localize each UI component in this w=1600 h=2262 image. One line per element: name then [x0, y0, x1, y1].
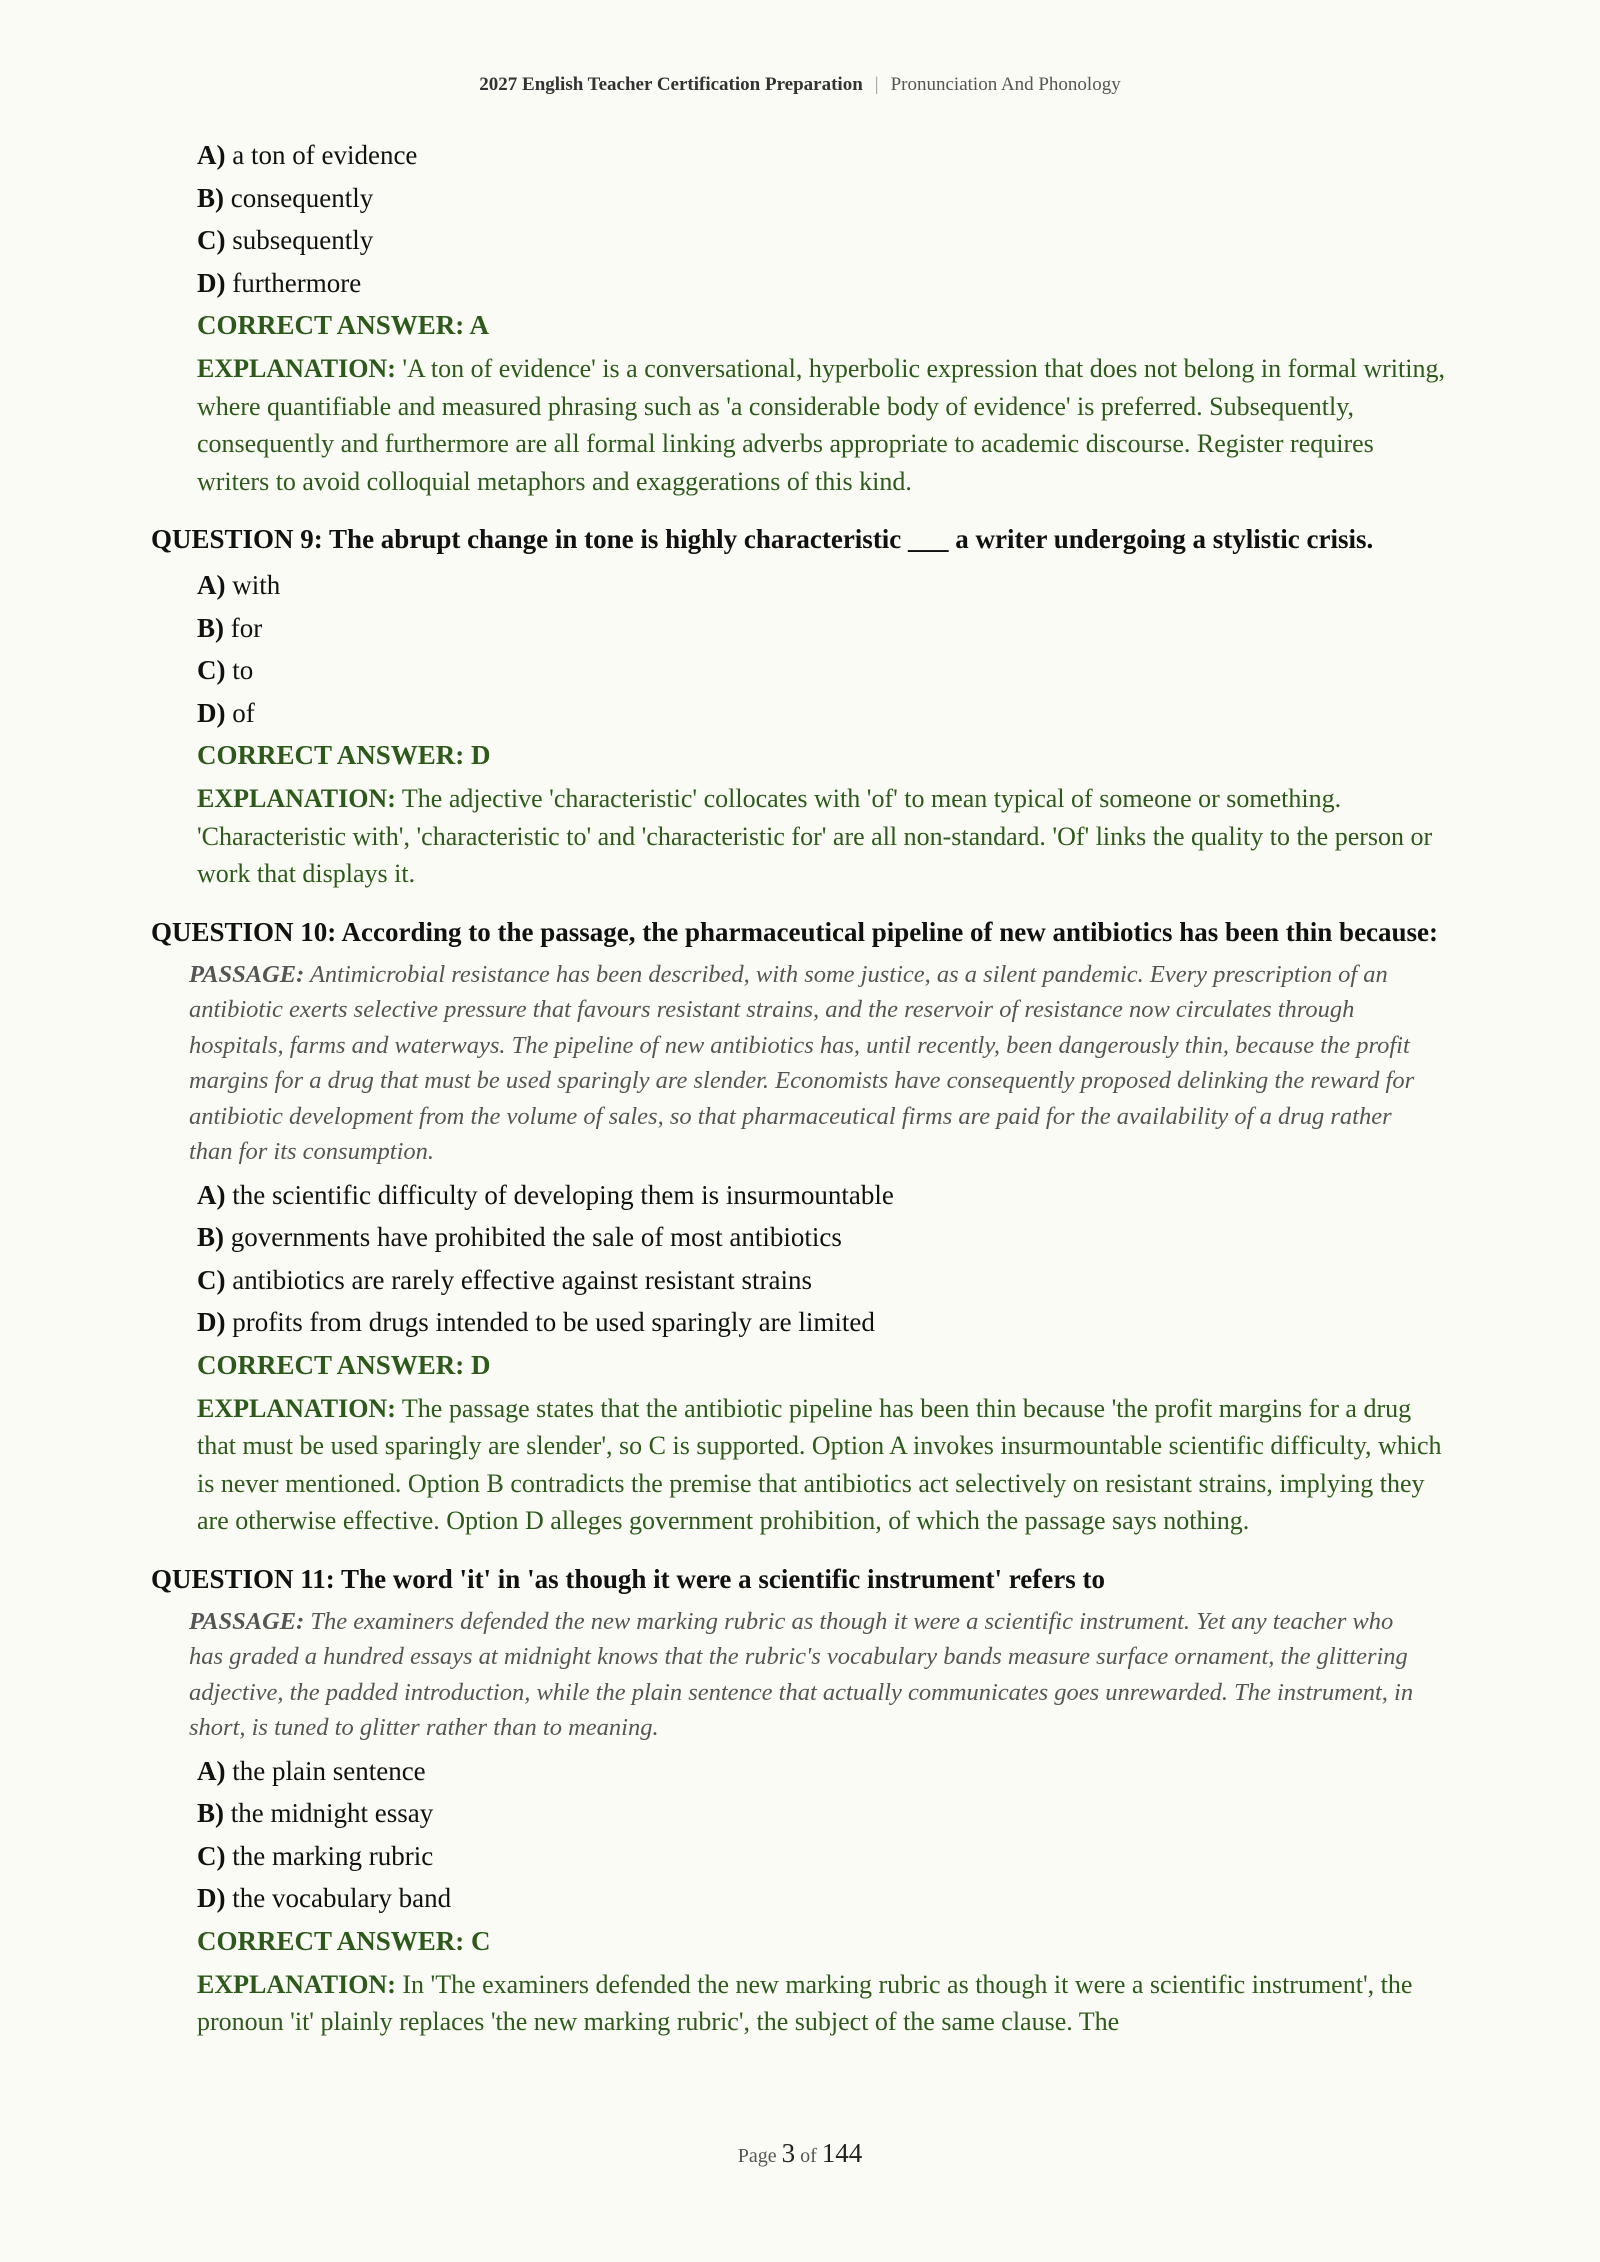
option-letter: A) [197, 570, 226, 600]
option-text: profits from drugs intended to be used sparingly are limited [232, 1307, 875, 1337]
of-label: of [800, 2145, 817, 2167]
explanation-label: EXPLANATION: [197, 1969, 396, 1999]
document-title: 2027 English Teacher Certification Preparation [479, 74, 863, 95]
option-letter: D) [197, 1307, 226, 1337]
option-text: the marking rubric [232, 1840, 434, 1871]
option-a [197, 1750, 1451, 1793]
question-block-10 [151, 913, 1451, 1540]
option-b [197, 1792, 1451, 1835]
option-letter: B) [197, 182, 224, 213]
option-a [197, 564, 1451, 607]
question-text: QUESTION 9: The abrupt change in tone is highly characteristic ___ a writer undergoing a stylistic crisis. [151, 524, 1374, 554]
section-subject: Pronunciation And Phonology [890, 74, 1121, 95]
options-list [197, 564, 1451, 734]
question-text: QUESTION 10: According to the passage, the pharmaceutical pipeline of new antibiotics has been thin because: [151, 916, 1439, 947]
options-list [197, 1750, 1451, 1920]
page-content [151, 134, 1451, 2041]
option-text: furthermore [232, 267, 362, 298]
page-footer [0, 2138, 1600, 2169]
question-block-9 [151, 520, 1451, 893]
option-c [197, 219, 1451, 262]
passage-label: PASSAGE: [189, 960, 305, 988]
page-header [0, 74, 1600, 96]
option-b [197, 177, 1451, 220]
option-letter: C) [197, 1840, 226, 1871]
option-text: consequently [230, 182, 374, 213]
correct-answer: CORRECT ANSWER: A [197, 310, 490, 340]
explanation-text: 'A ton of evidence' is a conversational, hyperbolic expression that does not belong in formal writing, where quantifiable and measured phrasing such as 'a considerable body of evidence' is preferred. Subsequently, consequently and furthermore are all formal linking adverbs appropriate to academic discourse. Register requires writers to avoid colloquial metaphors and exaggerations of this kind. [197, 354, 1445, 496]
option-text: the vocabulary band [232, 1883, 452, 1913]
option-text: of [232, 697, 255, 728]
reading-passage [189, 957, 1431, 1170]
passage-text: Antimicrobial resistance has been described, with some justice, as a silent pandemic. Every prescription of an antibiotic exerts selective pressure that favours resistant strains, and the reservoir of resistance now circulates through hospitals, farms and waterways. The pipeline of new antibiotics has, until recently, been dangerously thin, because the profit margins for a drug that must be used sparingly are slender. Economists have consequently proposed delinking the reward for antibiotic development from the volume of sales, so that pharmaceutical firms are paid for the availability of a drug rather than for its consumption. [189, 960, 1415, 1165]
option-letter: C) [197, 655, 226, 685]
option-b [197, 1216, 1451, 1259]
explanation [197, 1390, 1451, 1540]
option-letter: D) [197, 1883, 226, 1913]
option-letter: C) [197, 225, 226, 255]
correct-answer: CORRECT ANSWER: D [197, 740, 491, 770]
option-c [197, 649, 1451, 692]
option-text: to [232, 655, 254, 685]
option-text: a ton of evidence [232, 140, 418, 170]
option-text: antibiotics are rarely effective against resistant strains [232, 1264, 813, 1295]
explanation-text: The passage states that the antibiotic pipeline has been thin because 'the profit margins for a drug that must be used sparingly are slender', so C is supported. Option A invokes insurmountable scientific difficulty, which is never mentioned. Option B contradicts the premise that antibiotics act selectively on resistant strains, implying they are otherwise effective. Option D alleges government prohibition, of which the passage says nothing. [197, 1393, 1442, 1535]
option-letter: B) [197, 612, 224, 643]
explanation-label: EXPLANATION: [197, 784, 396, 813]
option-d [197, 1877, 1451, 1920]
page-label: Page [737, 2145, 777, 2167]
option-d [197, 692, 1451, 735]
option-text: for [230, 612, 263, 643]
option-letter: C) [197, 1264, 226, 1295]
option-text: the plain sentence [232, 1755, 426, 1786]
option-letter: A) [197, 1755, 226, 1786]
question-block-11 [151, 1560, 1451, 2041]
option-letter: B) [197, 1798, 224, 1828]
page-number: 3 [781, 2138, 796, 2168]
explanation-label: EXPLANATION: [197, 354, 396, 383]
option-letter: B) [197, 1222, 224, 1252]
options-list [197, 134, 1451, 304]
option-a [197, 134, 1451, 177]
option-letter: A) [197, 140, 226, 170]
passage-label: PASSAGE: [189, 1607, 305, 1635]
options-list [197, 1174, 1451, 1344]
option-text: governments have prohibited the sale of most antibiotics [230, 1222, 842, 1252]
option-c [197, 1835, 1451, 1878]
total-pages: 144 [821, 2138, 863, 2168]
header-separator: | [874, 74, 879, 95]
question-text: QUESTION 11: The word 'it' in 'as though it were a scientific instrument' refers to [151, 1563, 1105, 1594]
option-d [197, 262, 1451, 305]
explanation-text: The adjective 'characteristic' collocates with 'of' to mean typical of someone or something. 'Characteristic with', 'characteristic to' and 'characteristic for' are all non-standard. 'Of' links the quality to the person or work that displays it. [197, 784, 1433, 888]
option-letter: D) [197, 267, 226, 298]
option-letter: A) [197, 1179, 226, 1210]
option-b [197, 607, 1451, 650]
option-c [197, 1259, 1451, 1302]
correct-answer: CORRECT ANSWER: D [197, 1349, 491, 1380]
passage-text: The examiners defended the new marking rubric as though it were a scientific instrument. Yet any teacher who has graded a hundred essays at midnight knows that the rubric's vocabulary bands measure surface ornament, the glittering adjective, the padded introduction, while the plain sentence that actually communicates goes unrewarded. The instrument, in short, is tuned to glitter rather than to meaning. [189, 1607, 1414, 1741]
option-text: the scientific difficulty of developing them is insurmountable [232, 1179, 894, 1210]
option-a [197, 1174, 1451, 1217]
explanation-label: EXPLANATION: [197, 1393, 396, 1423]
explanation [197, 350, 1451, 500]
question-block-8 [151, 134, 1451, 500]
explanation [197, 1966, 1451, 2041]
option-text: the midnight essay [230, 1798, 434, 1828]
option-d [197, 1301, 1451, 1344]
explanation [197, 780, 1451, 893]
option-text: subsequently [232, 225, 374, 255]
option-letter: D) [197, 697, 226, 728]
explanation-text: In 'The examiners defended the new marking rubric as though it were a scientific instrument', the pronoun 'it' plainly replaces 'the new marking rubric', the subject of the same clause. The [197, 1969, 1413, 2036]
reading-passage [189, 1604, 1431, 1746]
correct-answer: CORRECT ANSWER: C [197, 1925, 491, 1956]
option-text: with [232, 570, 281, 600]
